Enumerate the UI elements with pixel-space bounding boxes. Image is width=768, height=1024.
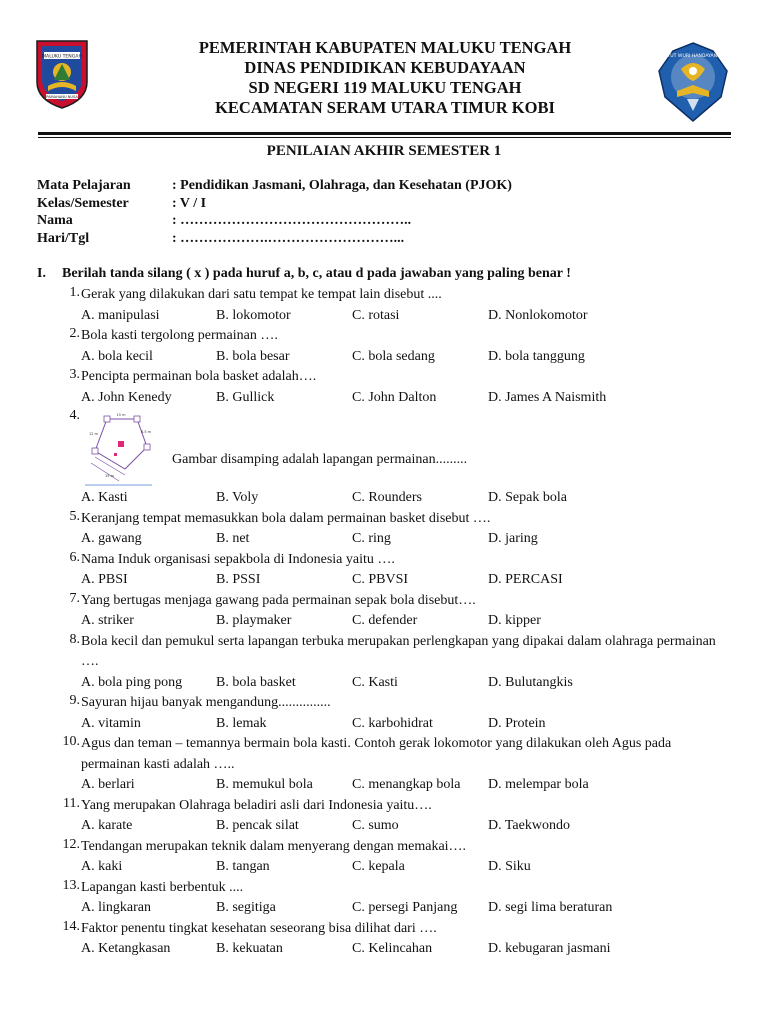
question-item xyxy=(0,919,768,960)
section-instruction: Berilah tanda silang ( x ) pada huruf a, b, c, atau d pada jawaban yang paling benar ! xyxy=(62,266,571,281)
question-number: 11. xyxy=(63,795,80,811)
question-text: Agus dan teman – temannya bermain bola kasti. Contoh gerak lokomotor yang dilakukan oleh Agus pada permainan kasti adalah ….. xyxy=(81,736,672,772)
answer-option-b[interactable]: B. segitiga xyxy=(216,900,276,915)
answer-option-c[interactable]: C. John Dalton xyxy=(352,389,437,405)
identity-label: Kelas/Semester xyxy=(37,195,129,211)
question-text: Bola kasti tergolong permainan …. xyxy=(81,328,278,343)
answer-option-c[interactable]: C. Kelincahan xyxy=(352,941,433,956)
answer-option-c[interactable]: C. kepala xyxy=(352,859,405,874)
answer-option-d[interactable]: D. melempar bola xyxy=(488,777,589,792)
question-text: Sayuran hijau banyak mengandung............... xyxy=(81,695,331,710)
answer-options xyxy=(81,816,768,837)
question-item xyxy=(0,734,768,796)
question-text: Yang merupakan Olahraga beladiri asli dari Indonesia yaitu…. xyxy=(81,797,432,813)
answer-option-c[interactable]: C. Kasti xyxy=(352,674,398,690)
answer-option-a[interactable]: A. kaki xyxy=(81,859,123,874)
identity-label: Nama xyxy=(37,213,73,228)
answer-option-c[interactable]: C. persegi Panjang xyxy=(352,900,458,915)
letterhead-line-2: DINAS PENDIDIKAN KEBUDAYAAN xyxy=(244,58,526,77)
answer-option-d[interactable]: D. Taekwondo xyxy=(488,818,570,833)
answer-option-a[interactable]: A. manipulasi xyxy=(81,307,160,323)
identity-value: : ……………….………………………... xyxy=(172,230,405,246)
identity-label: Mata Pelajaran xyxy=(37,178,131,193)
answer-option-b[interactable]: B. kekuatan xyxy=(216,941,283,956)
question-item xyxy=(0,285,768,326)
answer-option-a[interactable]: A. Ketangkasan xyxy=(81,941,171,956)
rounders-field-diagram-icon xyxy=(85,411,152,486)
question-item xyxy=(0,878,768,919)
answer-options xyxy=(81,347,768,368)
question-item xyxy=(0,837,768,878)
answer-option-a[interactable]: A. bola kecil xyxy=(81,348,153,364)
answer-option-a[interactable]: A. berlari xyxy=(81,777,135,792)
identity-value: : V / I xyxy=(172,195,207,211)
section-number: I. xyxy=(37,266,46,281)
question-item xyxy=(0,796,768,837)
identity-value: : ………………………………………….. xyxy=(172,213,412,228)
identity-row xyxy=(37,195,512,213)
answer-option-a[interactable]: A. karate xyxy=(81,818,133,833)
identity-row xyxy=(37,230,512,248)
answer-option-d[interactable]: D. Siku xyxy=(488,859,531,874)
answer-option-d[interactable]: D. Protein xyxy=(488,715,546,731)
identity-block xyxy=(37,177,512,247)
answer-option-c[interactable]: C. defender xyxy=(352,613,418,628)
answer-option-c[interactable]: C. bola sedang xyxy=(352,348,435,364)
letterhead-rule-thick xyxy=(38,132,731,135)
answer-option-a[interactable]: A. PBSI xyxy=(81,572,128,587)
question-item xyxy=(0,367,768,408)
answer-option-d[interactable]: D. Sepak bola xyxy=(488,490,567,505)
question-number: 3. xyxy=(69,367,80,382)
answer-option-b[interactable]: B. Voly xyxy=(216,490,259,505)
question-number: 7. xyxy=(69,590,80,606)
answer-options xyxy=(81,570,768,591)
answer-option-a[interactable]: A. Kasti xyxy=(81,490,128,505)
answer-option-a[interactable]: A. gawang xyxy=(81,531,142,546)
svg-text:15 m: 15 m xyxy=(105,474,114,478)
answer-option-b[interactable]: B. Gullick xyxy=(216,389,275,405)
question-item xyxy=(0,693,768,734)
answer-option-a[interactable]: A. vitamin xyxy=(81,715,141,731)
question-text: Faktor penentu tingkat kesehatan seseorang bisa dilihat dari …. xyxy=(81,920,437,936)
svg-text:MALUKU TENGAH: MALUKU TENGAH xyxy=(42,54,82,60)
answer-option-b[interactable]: B. net xyxy=(216,531,250,546)
svg-text:15 m: 15 m xyxy=(116,413,126,417)
answer-option-d[interactable]: D. PERCASI xyxy=(488,572,563,587)
question-number: 10. xyxy=(62,734,80,749)
letterhead-rule-thin xyxy=(38,137,731,138)
answer-options xyxy=(81,775,768,796)
answer-option-c[interactable]: C. karbohidrat xyxy=(352,715,433,731)
letterhead-line-4: KECAMATAN SERAM UTARA TIMUR KOBI xyxy=(215,98,555,117)
answer-option-a[interactable]: A. bola ping pong xyxy=(81,674,183,690)
answer-options xyxy=(81,898,768,919)
question-text: Tendangan merupakan teknik dalam menyerang dengan memakai…. xyxy=(81,838,467,854)
question-number: 1. xyxy=(69,285,80,300)
answer-option-d[interactable]: D. Nonlokomotor xyxy=(488,307,588,323)
answer-option-c[interactable]: C. Rounders xyxy=(352,490,422,505)
answer-option-d[interactable]: D. James A Naismith xyxy=(488,389,607,405)
answer-option-c[interactable]: C. ring xyxy=(352,531,391,546)
answer-option-c[interactable]: C. sumo xyxy=(352,818,399,833)
document-title: PENILAIAN AKHIR SEMESTER 1 xyxy=(266,143,502,159)
question-text: Gambar disamping adalah lapangan permainan......... xyxy=(172,452,468,467)
question-item xyxy=(0,632,768,694)
answer-option-d[interactable]: D. bola tanggung xyxy=(488,348,585,364)
question-text: Bola kecil dan pemukul serta lapangan terbuka merupakan perlengkapan yang dipakai dalam olahraga permainan …. xyxy=(81,633,716,669)
answer-option-b[interactable]: B. lokomotor xyxy=(216,307,291,323)
answer-option-b[interactable]: B. bola besar xyxy=(216,348,290,364)
answer-options xyxy=(81,611,768,632)
answer-option-d[interactable]: D. Bulutangkis xyxy=(488,674,573,690)
question-number: 14. xyxy=(62,918,80,934)
question-text: Gerak yang dilakukan dari satu tempat ke tempat lain disebut .... xyxy=(81,287,442,302)
answer-option-d[interactable]: D. kipper xyxy=(488,613,541,628)
question-number: 4. xyxy=(69,408,80,423)
question-item xyxy=(0,591,768,632)
answer-option-b[interactable]: B. memukul bola xyxy=(216,777,313,792)
question-item xyxy=(0,509,768,550)
tut-wuri-handayani-icon xyxy=(657,41,729,123)
letterhead xyxy=(120,38,650,118)
svg-text:PAMAHANU NUSA: PAMAHANU NUSA xyxy=(46,95,78,99)
answer-option-a[interactable]: A. John Kenedy xyxy=(81,389,172,405)
answer-option-c[interactable]: C. menangkap bola xyxy=(352,777,461,792)
answer-options xyxy=(81,488,768,509)
answer-options xyxy=(81,714,768,735)
answer-option-b[interactable]: B. pencak silat xyxy=(216,818,299,833)
regency-coat-of-arms-icon xyxy=(34,38,90,110)
letterhead-line-1: PEMERINTAH KABUPATEN MALUKU TENGAH xyxy=(198,38,572,57)
answer-option-b[interactable]: B. bola basket xyxy=(216,674,296,690)
answer-options xyxy=(81,388,768,409)
question-number: 2. xyxy=(69,326,80,341)
question-number: 5. xyxy=(69,508,80,524)
question-item xyxy=(0,408,768,509)
answer-option-a[interactable]: A. striker xyxy=(81,613,134,628)
question-number: 6. xyxy=(69,549,80,565)
question-number: 13. xyxy=(62,877,80,893)
svg-text:8.5 m: 8.5 m xyxy=(141,430,152,434)
answer-option-b[interactable]: B. playmaker xyxy=(216,613,292,628)
question-item xyxy=(0,550,768,591)
question-item xyxy=(0,326,768,367)
question-number: 8. xyxy=(69,631,80,647)
question-text: Pencipta permainan bola basket adalah…. xyxy=(81,369,317,384)
question-text: Nama Induk organisasi sepakbola di Indonesia yaitu …. xyxy=(81,551,395,567)
answer-option-b[interactable]: B. lemak xyxy=(216,715,267,731)
question-text: Keranjang tempat memasukkan bola dalam permainan basket disebut …. xyxy=(81,510,491,526)
svg-text:TUT WURI HANDAYANI: TUT WURI HANDAYANI xyxy=(667,54,719,59)
question-text: Lapangan kasti berbentuk .... xyxy=(81,879,244,895)
question-number: 9. xyxy=(69,693,80,708)
question-number: 12. xyxy=(62,836,80,852)
identity-value: : Pendidikan Jasmani, Olahraga, dan Kesehatan (PJOK) xyxy=(172,178,512,193)
answer-option-c[interactable]: C. PBVSI xyxy=(352,572,409,587)
answer-option-d[interactable]: D. kebugaran jasmani xyxy=(488,941,611,956)
answer-option-d[interactable]: D. jaring xyxy=(488,531,538,546)
answer-options xyxy=(81,673,768,694)
identity-row xyxy=(37,177,512,195)
answer-option-b[interactable]: B. PSSI xyxy=(216,572,261,587)
letterhead-line-3: SD NEGERI 119 MALUKU TENGAH xyxy=(248,78,522,97)
identity-label: Hari/Tgl xyxy=(37,230,90,246)
question-text: Yang bertugas menjaga gawang pada permainan sepak bola disebut…. xyxy=(81,592,476,608)
answer-options xyxy=(81,529,768,550)
answer-option-a[interactable]: A. lingkaran xyxy=(81,900,151,915)
section-heading xyxy=(37,266,571,282)
answer-option-d[interactable]: D. segi lima beraturan xyxy=(488,900,613,915)
answer-options xyxy=(81,939,768,960)
identity-row xyxy=(37,212,512,230)
answer-options xyxy=(81,857,768,878)
answer-option-c[interactable]: C. rotasi xyxy=(352,307,400,323)
svg-text:12 m: 12 m xyxy=(89,432,98,436)
question-list xyxy=(0,285,768,960)
answer-options xyxy=(81,306,768,327)
question-4-figure-row xyxy=(0,408,768,488)
answer-option-b[interactable]: B. tangan xyxy=(216,859,270,874)
